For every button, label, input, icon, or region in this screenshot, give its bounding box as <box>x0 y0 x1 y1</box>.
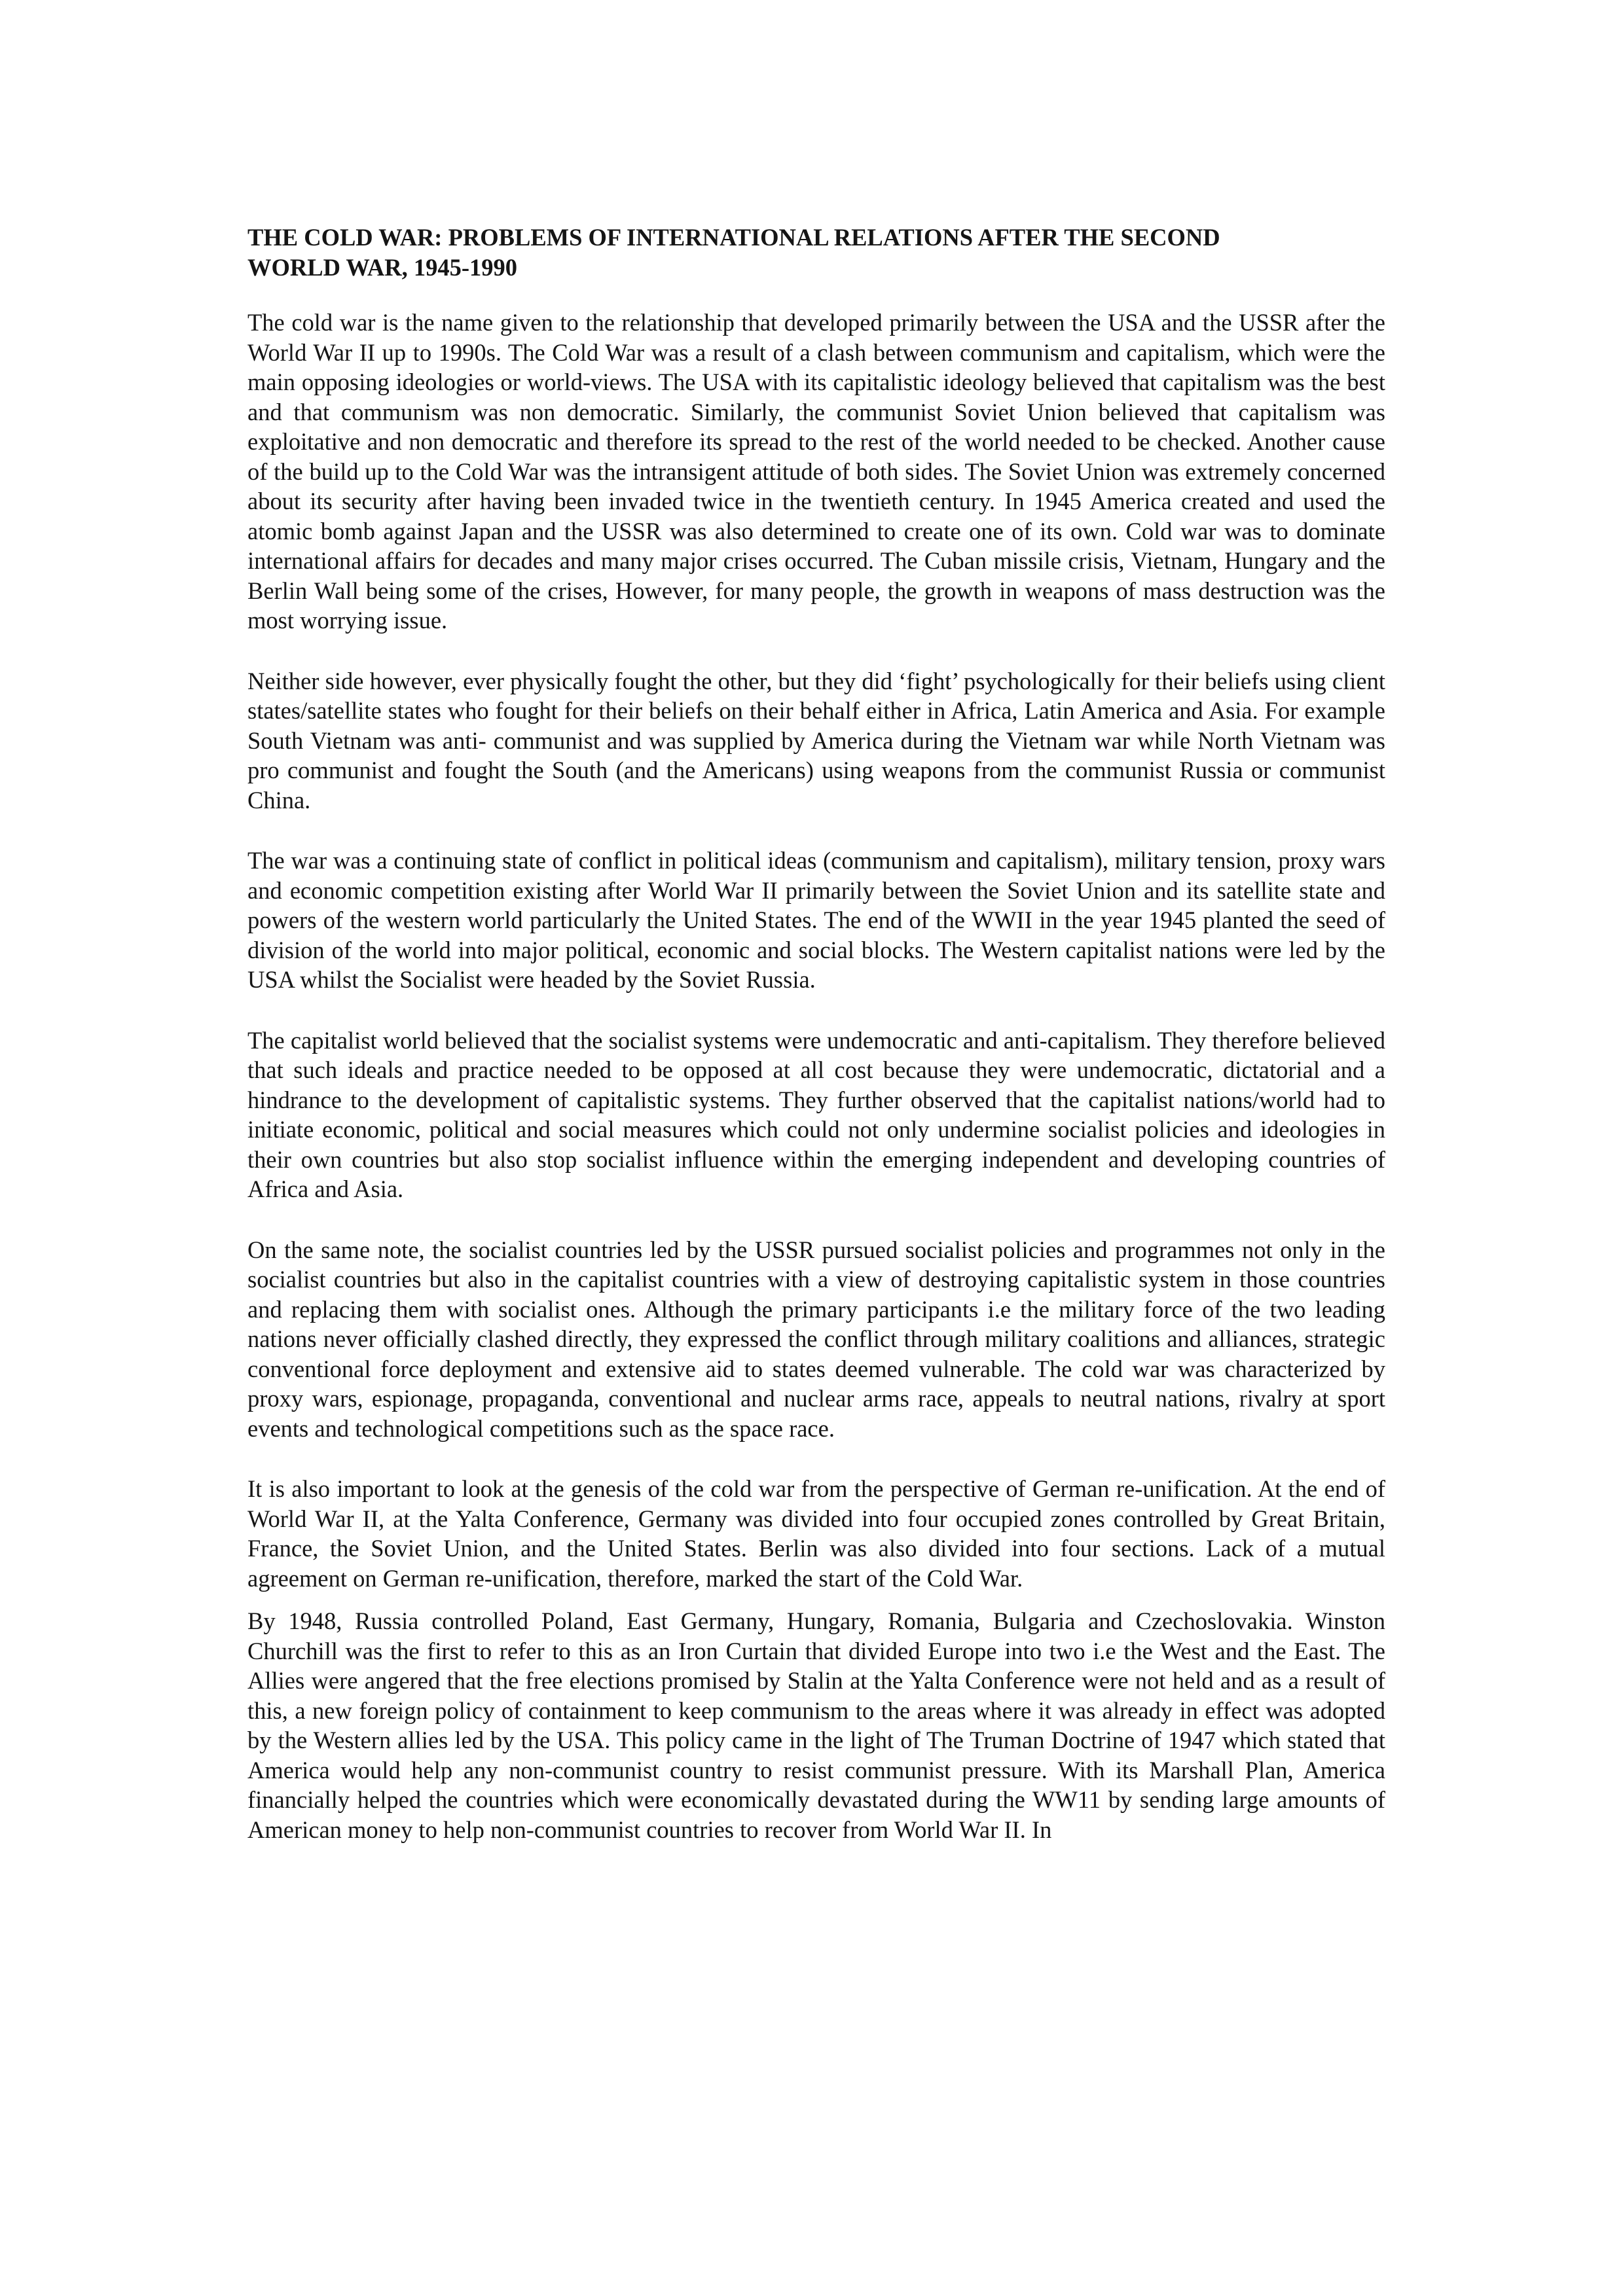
paragraph-2: Neither side however, ever physically fought the other, but they did ‘fight’ psychologically for their beliefs using client states/satellite states who fought for their beliefs on their behalf either in Africa, Latin America and Asia. For example South Vietnam was anti- communist and was supplied by America during the Vietnam war while North Vietnam was pro communist and fought the South (and the Americans) using weapons from the communist Russia or communist China. <box>247 667 1385 814</box>
document-page <box>247 223 1385 1875</box>
paragraph-6: It is also important to look at the genesis of the cold war from the perspective of German re-unification. At the end of World War II, at the Yalta Conference, Germany was divided into four occupied zones controlled by Great Britain, France, the Soviet Union, and the United States. Berlin was also divided into four sections. Lack of a mutual agreement on German re-unification, therefore, marked the start of the Cold War. <box>247 1475 1385 1592</box>
paragraph-3: The war was a continuing state of conflict in political ideas (communism and capitalism), military tension, proxy wars and economic competition existing after World War II primarily between the Soviet Union and its satellite state and powers of the western world particularly the United States. The end of the WWII in the year 1945 planted the seed of division of the world into major political, economic and social blocks. The Western capitalist nations were led by the USA whilst the Socialist were headed by the Soviet Russia. <box>247 847 1385 993</box>
paragraph-5: On the same note, the socialist countries led by the USSR pursued socialist policies and programmes not only in the socialist countries but also in the capitalist countries with a view of destroying capitalistic system in those countries and replacing them with socialist ones. Although the primary participants i.e the military force of the two leading nations never officially clashed directly, they expressed the conflict through military coalitions and alliances, strategic conventional force deployment and extensive aid to states deemed vulnerable. The cold war was characterized by proxy wars, espionage, propaganda, conventional and nuclear arms race, appeals to neutral nations, rivalry at sport events and technological competitions such as the space race. <box>247 1236 1385 1442</box>
document-title <box>247 223 1385 282</box>
title-line-2: WORLD WAR, 1945-1990 <box>247 253 517 281</box>
paragraph-1: The cold war is the name given to the relationship that developed primarily between the USA and the USSR after the World War II up to 1990s. The Cold War was a result of a clash between communism and capitalism, which were the main opposing ideologies or world-views. The USA with its capitalistic ideology believed that capitalism was the best and that communism was non democratic. Similarly, the communist Soviet Union believed that capitalism was exploitative and non democratic and therefore its spread to the rest of the world needed to be checked. Another cause of the build up to the Cold War was the intransigent attitude of both sides. The Soviet Union was extremely concerned about its security after having been invaded twice in the twentieth century. In 1945 America created and used the atomic bomb against Japan and the USSR was also determined to create one of its own. Cold war was to dominate international affairs for decades and many major crises occurred. The Cuban missile crisis, Vietnam, Hungary and the Berlin Wall being some of the crises, However, for many people, the growth in weapons of mass destruction was the most worrying issue. <box>247 309 1385 634</box>
title-line-1: THE COLD WAR: PROBLEMS OF INTERNATIONAL RELATIONS AFTER THE SECOND <box>247 224 1220 251</box>
paragraph-4: The capitalist world believed that the socialist systems were undemocratic and anti-capitalism. They therefore believed that such ideals and practice needed to be opposed at all cost because they were undemocratic, dictatorial and a hindrance to the development of capitalistic systems. They further observed that the capitalist nations/world had to initiate economic, political and social measures which could not only undermine socialist policies and ideologies in their own countries but also stop socialist influence within the emerging independent and developing countries of Africa and Asia. <box>247 1026 1385 1202</box>
paragraph-7: By 1948, Russia controlled Poland, East Germany, Hungary, Romania, Bulgaria and Czechoslovakia. Winston Churchill was the first to refer to this as an Iron Curtain that divided Europe into two i.e the West and the East. The Allies were angered that the free elections promised by Stalin at the Yalta Conference were not held and as a result of this, a new foreign policy of containment to keep communism to the areas where it was already in effect was adopted by the Western allies led by the USA. This policy came in the light of The Truman Doctrine of 1947 which stated that America would help any non-communist country to resist communist pressure. With its Marshall Plan, America financially helped the countries which were economically devastated during the WW11 by sending large amounts of American money to help non-communist countries to recover from World War II. In <box>247 1607 1385 1843</box>
